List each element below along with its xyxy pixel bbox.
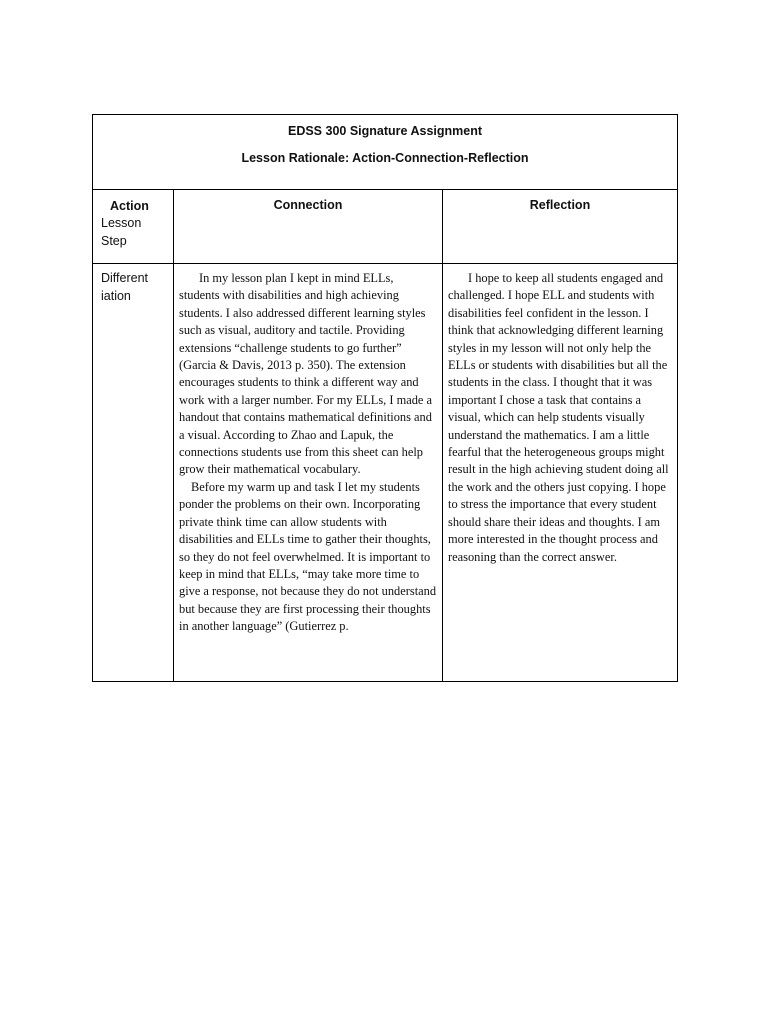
reflection-paragraph: I hope to keep all students engaged and challenged. I hope ELL and students with disabilities feel confident in the lesson. I think that acknowledging different learning styles in my lesson will not only help the ELLs or students with disabilities but all the students in the class. I thought that it was important I chose a task that contains a visual, which can help students visually understand the mathematics. I am a little fearful that the heterogeneous groups might result in the high achieving student doing all the work and the others just copying. I hope to stress the importance that every student should share their ideas and thoughts. I am more interested in the thought process and reasoning than the correct answer. xyxy=(448,271,669,564)
action-subheader-line-1: Lesson xyxy=(101,216,142,230)
title-row xyxy=(93,115,678,190)
action-cell xyxy=(93,264,174,682)
lesson-rationale-table xyxy=(92,114,678,682)
document-subtitle: Lesson Rationale: Action-Connection-Reflection xyxy=(241,151,529,165)
action-text-line-1: Different xyxy=(101,271,149,285)
table-row xyxy=(93,264,678,682)
document-title: EDSS 300 Signature Assignment xyxy=(287,124,483,138)
connection-paragraph-2: Before my warm up and task I let my students ponder the problems on their own. Incorporating private think time can allow students with disabilities and ELLs time to gather their thoughts, so they do not feel overwhelmed. It is important to keep in mind that ELLs, “may take more time to give a response, not because they do not understand but because they are first processing their thoughts in another language” (Gutierrez p. xyxy=(179,479,437,634)
connection-header: Connection xyxy=(174,190,443,264)
connection-paragraph-1: In my lesson plan I kept in mind ELLs, students with disabilities and high achieving students. I also addressed different learning styles such as visual, auditory and tactile. Providing extensions “challenge students to go further” (Garcia & Davis, 2013 p. 350). The extension encourages students to think a different way and work with a larger number. For my ELLs, I made a handout that contains mathematical definitions and a visual. According to Zhao and Lapuk, the connections students use from this sheet can help grow their mathematical vocabulary. xyxy=(179,271,433,477)
connection-cell xyxy=(174,264,443,682)
column-header-row xyxy=(93,190,678,264)
reflection-header: Reflection xyxy=(443,190,678,264)
action-header: Action xyxy=(110,199,149,213)
action-text-line-2: iation xyxy=(101,289,131,303)
reflection-cell xyxy=(443,264,678,682)
action-subheader-line-2: Step xyxy=(101,234,127,248)
action-header-cell xyxy=(93,190,174,264)
title-cell xyxy=(93,115,678,190)
